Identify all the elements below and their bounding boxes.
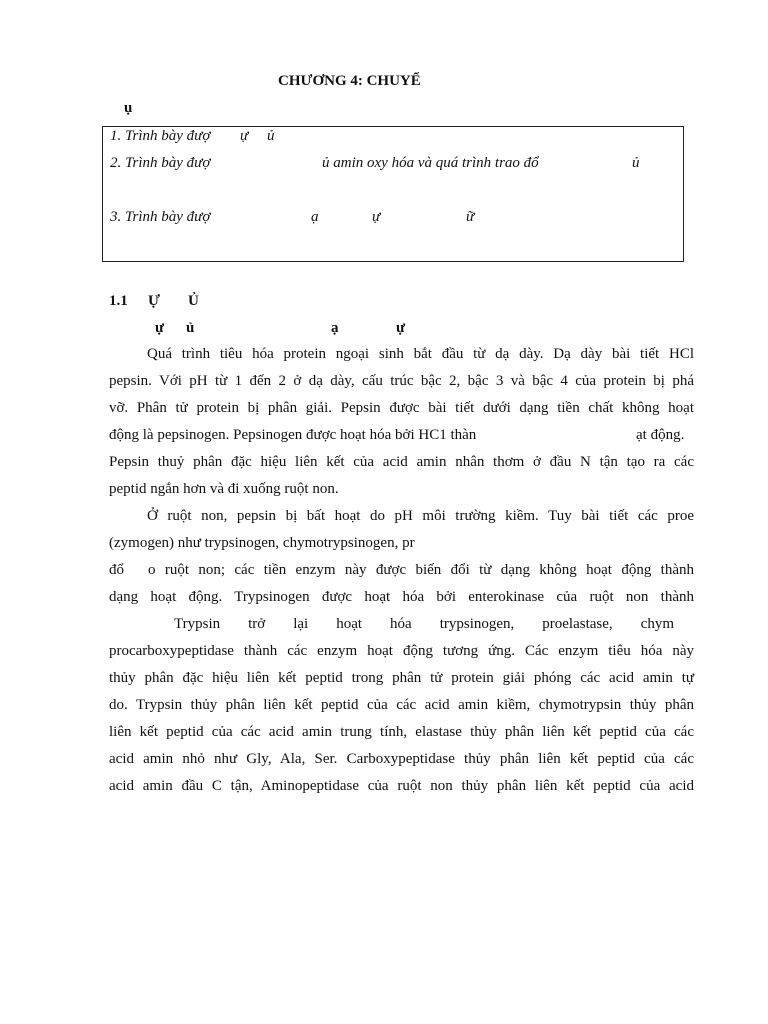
paragraph-line: Quá trình tiêu hóa protein ngoại sinh bắt đầu từ dạ dày. Dạ dày bài tiết HCl — [147, 346, 694, 362]
paragraph-line: (zymogen) như trypsinogen, chymotrypsinogen, pr — [109, 535, 415, 551]
objectives-label: ụ — [124, 100, 133, 116]
goal-1-text: 1. Trình bày đượ — [110, 128, 211, 144]
subsection-fragment: ự — [396, 320, 406, 336]
paragraph-line: procarboxypeptidase thành các enzym hoạt động tương ứng. Các enzym tiêu hóa này — [109, 643, 694, 659]
paragraph-line: liên kết peptid của các acid amin trung tính, elastase thủy phân liên kết peptid của các — [109, 724, 694, 740]
goal-2-fragment: ủ — [632, 155, 640, 171]
paragraph-line: dạng hoạt động. Trypsinogen được hoạt hóa bởi enterokinase của ruột non thành — [109, 589, 694, 605]
paragraph-line: động là pepsinogen. Pepsinogen được hoạt hóa bởi HC1 thàn — [109, 427, 477, 443]
paragraph-line: pepsin. Với pH từ 1 đến 2 ở dạ dày, cấu trúc bậc 2, bậc 3 và bậc 4 của protein bị phá — [109, 373, 694, 389]
section-heading-fragment: Ự — [148, 293, 160, 309]
paragraph-line: Trypsin trở lại hoạt hóa trypsinogen, proelastase, chym — [174, 616, 674, 632]
goal-2-text: 2. Trình bày đượ — [110, 155, 211, 171]
paragraph-line: thủy phân đặc hiệu liên kết peptid trong phân tử protein giải phóng các acid amin tự — [109, 670, 694, 686]
goal-3-fragment: ạ — [311, 209, 319, 225]
objectives-box — [102, 126, 684, 262]
section-heading-fragment: Ủ — [188, 293, 199, 309]
section-number: 1.1 — [109, 293, 128, 309]
paragraph-line: peptid ngắn hơn và đi xuống ruột non. — [109, 481, 339, 497]
paragraph-line: vỡ. Phân tử protein bị phân giải. Pepsin được bài tiết dưới dạng tiền chất không hoạt — [109, 400, 694, 416]
goal-2-fragment: ủ amin oxy hóa và quá trình trao đổ — [322, 155, 539, 171]
goal-1-fragment: ự — [240, 128, 249, 144]
goal-3-fragment: ự — [372, 209, 381, 225]
paragraph-fragment: đổ — [109, 562, 124, 578]
paragraph-line: Ở ruột non, pepsin bị bất hoạt do pH môi trường kiềm. Tuy bài tiết các proe — [147, 508, 694, 524]
subsection-fragment: ủ — [186, 320, 195, 336]
subsection-fragment: ự — [155, 320, 165, 336]
goal-3-text: 3. Trình bày đượ — [110, 209, 211, 225]
paragraph-line: o ruột non; các tiền enzym này được biến đổi từ dạng không hoạt động thành — [148, 562, 694, 578]
goal-1-fragment: ủ — [267, 128, 275, 144]
goal-3-fragment: ữ — [466, 209, 475, 225]
paragraph-fragment: ạt động. — [636, 427, 685, 443]
paragraph-line: do. Trypsin thủy phân liên kết peptid của các acid amin kiềm, chymotrypsin thủy phân — [109, 697, 694, 713]
subsection-fragment: ạ — [331, 320, 339, 336]
paragraph-line: acid amin đầu C tận, Aminopeptidase của ruột non thủy phân liên kết peptid của acid — [109, 778, 694, 794]
chapter-title: CHƯƠNG 4: CHUYỂ — [278, 73, 421, 89]
paragraph-line: acid amin nhỏ như Gly, Ala, Ser. Carboxypeptidase thủy phân liên kết peptid của các — [109, 751, 694, 767]
paragraph-line: Pepsin thuỷ phân đặc hiệu liên kết của acid amin nhân thơm ở đầu N tận tạo ra các — [109, 454, 694, 470]
